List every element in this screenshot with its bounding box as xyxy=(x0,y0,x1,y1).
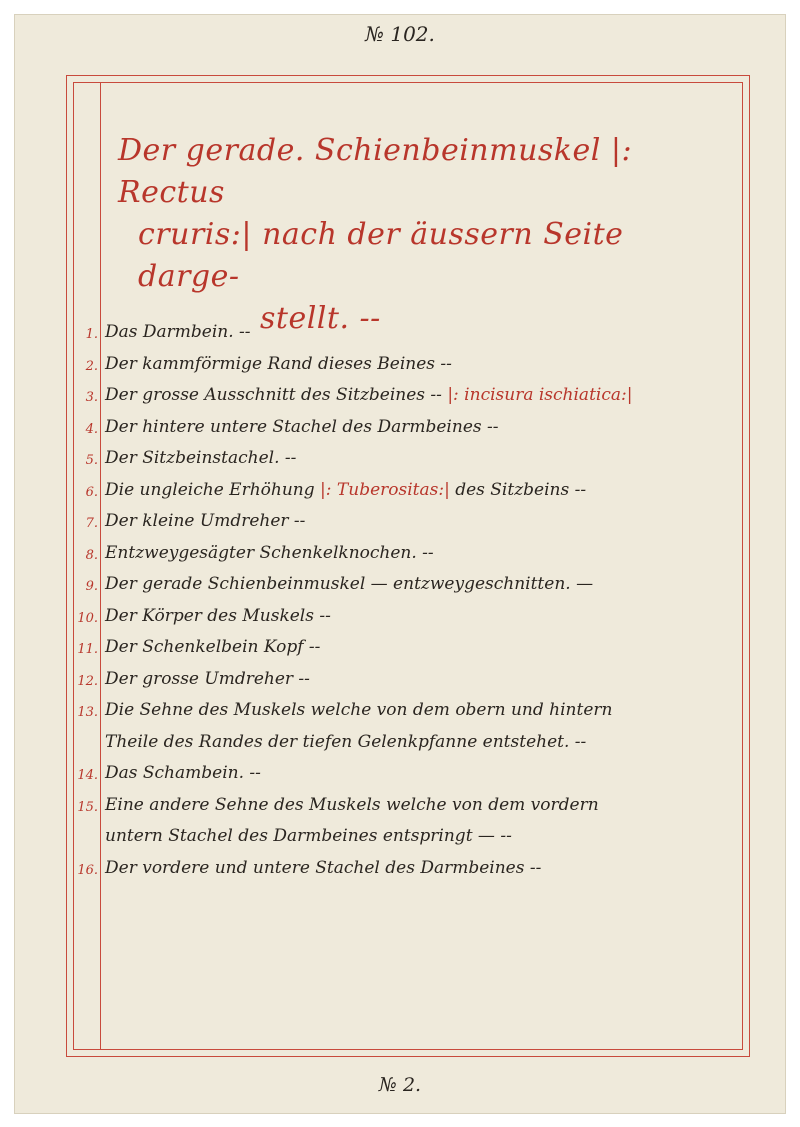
legend-item-german: Die ungleiche Erhöhung xyxy=(105,479,315,500)
title-latin-1: |: Rectus xyxy=(118,133,633,210)
legend-item-text xyxy=(105,385,632,405)
legend-item-german: Der kammförmige Rand dieses Beines -- xyxy=(105,353,452,374)
title-latin-2: cruris:| xyxy=(138,217,253,252)
legend-item-number: 16. xyxy=(77,862,98,878)
legend-item xyxy=(72,570,742,602)
legend-item xyxy=(72,413,742,445)
legend-item-latin: |: Tuberositas:| xyxy=(320,479,450,500)
legend-item-number: 14. xyxy=(77,768,98,783)
legend-item-number: 2. xyxy=(85,358,98,374)
legend-item xyxy=(72,444,742,476)
legend-item-latin: |: incisura ischiatica:| xyxy=(447,385,633,405)
legend-item-text xyxy=(105,511,305,531)
legend-item xyxy=(72,476,742,508)
legend-item-german: Der gerade Schienbeinmuskel — entzweygeschnitten. — xyxy=(105,574,594,594)
legend-item-german: Der grosse Ausschnitt des Sitzbeines -- xyxy=(105,385,442,405)
legend-item-text xyxy=(105,417,499,437)
legend-item-number: 11. xyxy=(77,642,98,657)
legend-item xyxy=(72,665,742,697)
legend-item-number: 13. xyxy=(77,705,98,720)
legend-item xyxy=(72,822,742,854)
legend-item-number: 4. xyxy=(85,421,98,437)
legend-item xyxy=(72,602,742,634)
legend-item-german: Der Körper des Muskels -- xyxy=(105,605,331,626)
legend-item-number: 8. xyxy=(85,547,98,563)
legend-item-german: Das Schambein. -- xyxy=(105,763,261,783)
legend-item-text xyxy=(105,606,331,626)
legend-item-number: 9. xyxy=(85,579,98,594)
legend-item xyxy=(72,854,742,886)
plate-title xyxy=(110,130,730,340)
legend-item xyxy=(72,507,742,539)
legend-item-text xyxy=(105,795,599,815)
legend-item-german: Der Sitzbeinstachel. -- xyxy=(105,448,297,468)
title-german-1: Der gerade. Schienbeinmuskel xyxy=(118,133,601,168)
legend-item-number: 3. xyxy=(85,390,98,405)
legend-item-text xyxy=(105,574,593,594)
legend-item xyxy=(72,696,742,728)
legend-item-tail: des Sitzbeins -- xyxy=(455,479,587,500)
legend-item-text xyxy=(105,354,452,374)
page-number-bottom: № 2. xyxy=(378,1074,422,1096)
legend-item-text xyxy=(105,732,586,752)
legend-item xyxy=(72,350,742,382)
legend-item-german: Der grosse Umdreher -- xyxy=(105,668,310,689)
legend-item xyxy=(72,633,742,665)
legend-item xyxy=(72,791,742,823)
legend-item-number: 10. xyxy=(77,610,98,626)
legend-item-number: 1. xyxy=(85,327,98,342)
legend-item-text xyxy=(105,543,434,563)
title-german-2: nach der äussern Seite darge- xyxy=(138,217,624,294)
legend-item-number: 6. xyxy=(85,484,98,500)
legend-item-number: 12. xyxy=(77,673,98,689)
legend-item-german: Der kleine Umdreher -- xyxy=(105,511,306,531)
legend-item xyxy=(72,381,742,413)
legend-list xyxy=(72,318,742,885)
legend-item-german: Theile des Randes der tiefen Gelenkpfanne entstehet. -- xyxy=(105,731,587,752)
legend-item-text xyxy=(105,637,320,657)
legend-item-text xyxy=(105,448,296,468)
legend-item xyxy=(72,318,742,350)
legend-item-number: 7. xyxy=(85,516,98,531)
page-number-top: № 102. xyxy=(365,22,435,46)
legend-item-text xyxy=(105,700,612,720)
legend-item-german: Die Sehne des Muskels welche von dem obern und hintern xyxy=(105,700,613,720)
title-line-1 xyxy=(110,130,730,214)
legend-item-german: Eine andere Sehne des Muskels welche von dem vordern xyxy=(105,794,599,815)
legend-item-text xyxy=(105,763,261,783)
legend-item-german: Der Schenkelbein Kopf -- xyxy=(105,637,321,657)
legend-item xyxy=(72,728,742,760)
legend-item-number: 5. xyxy=(85,453,98,468)
title-line-2 xyxy=(110,214,730,298)
legend-item-text xyxy=(105,480,586,500)
legend-item-text xyxy=(105,858,541,878)
legend-item-german: untern Stachel des Darmbeines entspringt — -- xyxy=(105,826,512,846)
legend-item-text xyxy=(105,826,512,846)
legend-item-german: Das Darmbein. -- xyxy=(105,322,251,342)
legend-item-text xyxy=(105,322,251,342)
legend-item-text xyxy=(105,669,310,689)
legend-item-number: 15. xyxy=(77,799,98,815)
legend-item xyxy=(72,539,742,571)
legend-item-german: Der vordere und untere Stachel des Darmbeines -- xyxy=(105,857,542,878)
legend-item-german: Entzweygesägter Schenkelknochen. -- xyxy=(105,542,434,563)
title-line-3: stellt. -- xyxy=(260,301,381,336)
legend-item xyxy=(72,759,742,791)
legend-item-german: Der hintere untere Stachel des Darmbeines -- xyxy=(105,416,499,437)
